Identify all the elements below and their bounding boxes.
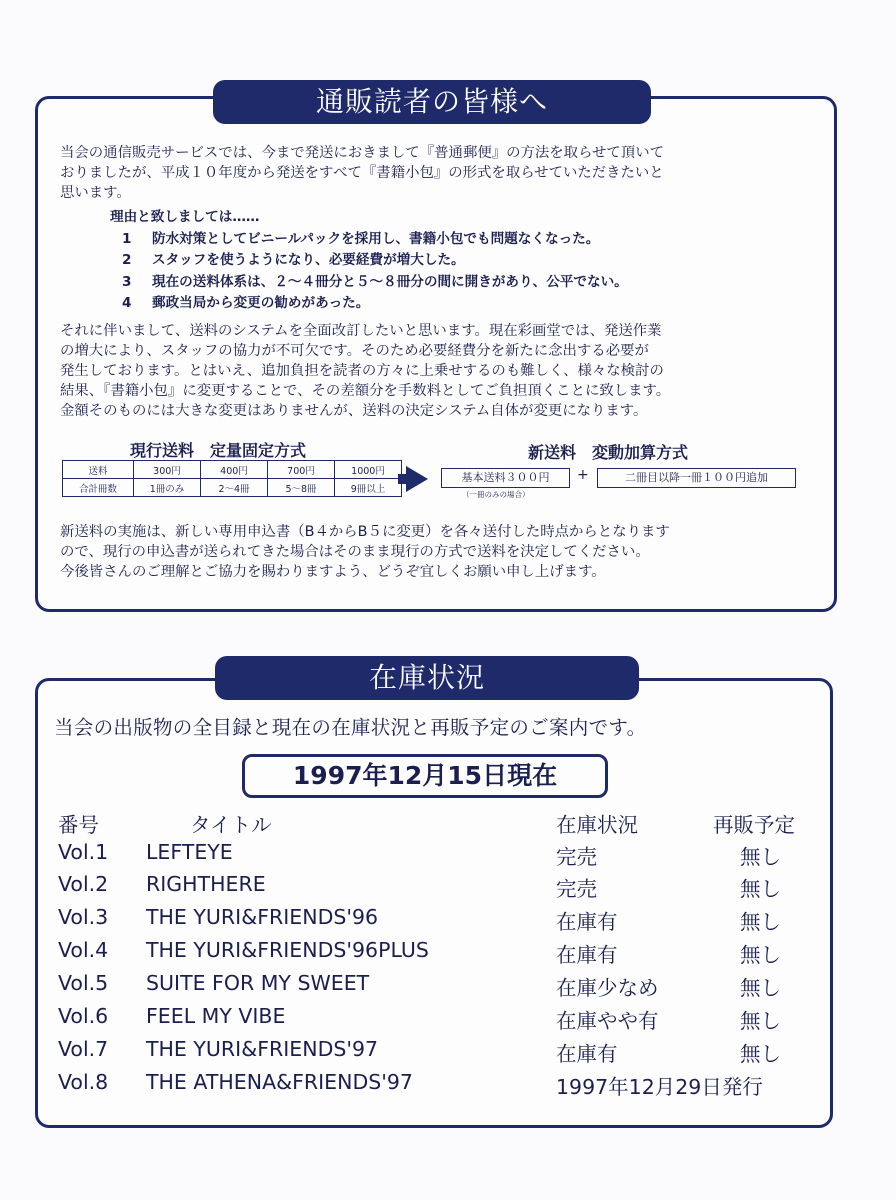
table-cell: 1冊のみ [134,479,201,497]
closing-line: 新送料の実施は、新しい専用申込書（B４からB５に変更）を各々送付した時点からとなります [60,524,670,540]
item-no: Vol.2 [58,872,109,896]
header-no: 番号 [58,813,99,837]
plus-sign: + [577,467,589,483]
item-reprint: 無し [740,976,781,1000]
item-title: THE YURI&FRIENDS'96 [146,905,379,929]
table-cell: 400円 [201,461,268,479]
item-no: Vol.5 [58,971,109,995]
stock-lead: 当会の出版物の全目録と現在の在庫状況と再販予定のご案内です。 [54,716,647,739]
item-reprint: 無し [740,845,781,869]
reason-item [110,229,628,251]
table-cell: 9冊以上 [335,479,402,497]
table-cell: 300円 [134,461,201,479]
current-rate-table [62,460,402,497]
notice-closing [60,522,670,582]
reason-number: 1 [122,230,132,247]
header-title: タイトル [190,813,272,837]
item-stock: 在庫少なめ [556,976,659,1000]
new-rate-heading: 新送料 変動加算方式 [528,443,689,462]
table-cell: 合計冊数 [63,479,134,497]
reason-number: 3 [122,273,132,290]
table-cell: 2～4冊 [201,479,268,497]
item-stock: 在庫有 [556,910,618,934]
item-no: Vol.1 [58,840,109,864]
reason-item [110,272,628,294]
notice-title: 通販読者の皆様へ [213,80,651,124]
table-row [0,905,896,937]
item-title: THE ATHENA&FRIENDS'97 [146,1070,413,1094]
item-reprint: 無し [740,943,781,967]
body-line: の増大により、スタッフの協力が不可欠です。そのため必要経費分を新たに念出する必要が [60,343,649,359]
body-line: 結果、『書籍小包』に変更することで、その差額分を手数料としてご負担頂くことに致します。 [60,383,671,399]
table-row [0,1070,896,1102]
reason-number: 2 [122,252,132,268]
stock-header-row [0,808,896,840]
item-title: THE YURI&FRIENDS'97 [146,1037,379,1061]
arrow-right-icon [406,466,428,492]
table-row [63,461,402,479]
item-reprint: 無し [740,910,781,934]
table-cell: 1000円 [335,461,402,479]
reasons-list [110,207,628,315]
table-row [0,971,896,1003]
item-title: FEEL MY VIBE [146,1004,286,1028]
table-row [0,840,896,872]
item-title: RIGHTHERE [146,872,266,896]
reasons-lead: 理由と致しましては…… [110,209,260,225]
reason-number: 4 [122,295,132,311]
reason-item [110,250,628,272]
body-line: それに伴いまして、送料のシステムを全面改訂したいと思います。現在彩画堂では、発送作業 [60,323,662,339]
item-stock: 在庫有 [556,943,618,967]
header-reprint: 再販予定 [713,813,795,837]
reason-text: スタッフを使うようになり、必要経費が増大した。 [152,252,465,268]
item-stock: 完売 [556,845,597,869]
header-stock: 在庫状況 [556,813,638,837]
item-no: Vol.3 [58,905,109,929]
item-stock: 在庫有 [556,1042,618,1066]
item-no: Vol.7 [58,1037,109,1061]
item-no: Vol.6 [58,1004,109,1028]
table-cell: 送料 [63,461,134,479]
intro-line: おりましたが、平成１０年度から発送をすべて『書籍小包』の形式を取らせていただきたいと [60,165,664,181]
table-row [0,1004,896,1036]
item-reprint: 無し [740,1042,781,1066]
new-base-note: （一冊のみの場合） [462,490,530,499]
table-cell: 700円 [268,461,335,479]
intro-line: 思います。 [60,185,131,201]
item-reprint: 無し [740,877,781,901]
intro-line: 当会の通信販売サービスでは、今まで発送におきまして『普通郵便』の方法を取らせて頂いて [60,145,664,161]
reason-text: 防水対策としてビニールパックを採用し、書籍小包でも問題なくなった。 [152,230,600,247]
item-no: Vol.8 [58,1070,109,1094]
stock-title: 在庫状況 [215,656,639,700]
body-line: 金額そのものには大きな変更はありませんが、送料の決定システム自体が変更になります。 [60,403,648,419]
new-base-fee: 基本送料３００円 [441,468,570,488]
reason-text: 郵政当局から変更の勧めがあった。 [152,295,370,311]
new-extra-fee: 二冊目以降一冊１００円追加 [597,468,796,488]
table-row [63,479,402,497]
notice-body [60,321,670,421]
reason-item [110,293,628,315]
table-row [0,938,896,970]
reason-text: 現在の送料体系は、２～４冊分と５～８冊分の間に開きがあり、公平でない。 [152,273,628,290]
closing-line: ので、現行の申込書が送られてきた場合はそのまま現行の方式で送料を決定してください。 [60,544,650,560]
closing-line: 今後皆さんのご理解とご協力を賜わりますよう、どうぞ宜しくお願い申し上げます。 [60,564,606,580]
current-rate-heading: 現行送料 定量固定方式 [130,441,307,460]
item-no: Vol.4 [58,938,109,962]
notice-intro [60,143,664,203]
table-row [0,1037,896,1069]
item-title: LEFTEYE [146,840,233,864]
body-line: 発生しております。とはいえ、追加負担を読者の方々に上乗せするのも難しく、様々な検討の [60,363,664,379]
item-title: SUITE FOR MY SWEET [146,971,370,995]
item-stock: 1997年12月29日発行 [556,1075,763,1099]
table-cell: 5～8冊 [268,479,335,497]
item-stock: 在庫やや有 [556,1009,659,1033]
table-row [0,872,896,904]
stock-date: 1997年12月15日現在 [242,754,608,798]
item-reprint: 無し [740,1009,781,1033]
item-stock: 完売 [556,877,597,901]
item-title: THE YURI&FRIENDS'96PLUS [146,938,429,962]
